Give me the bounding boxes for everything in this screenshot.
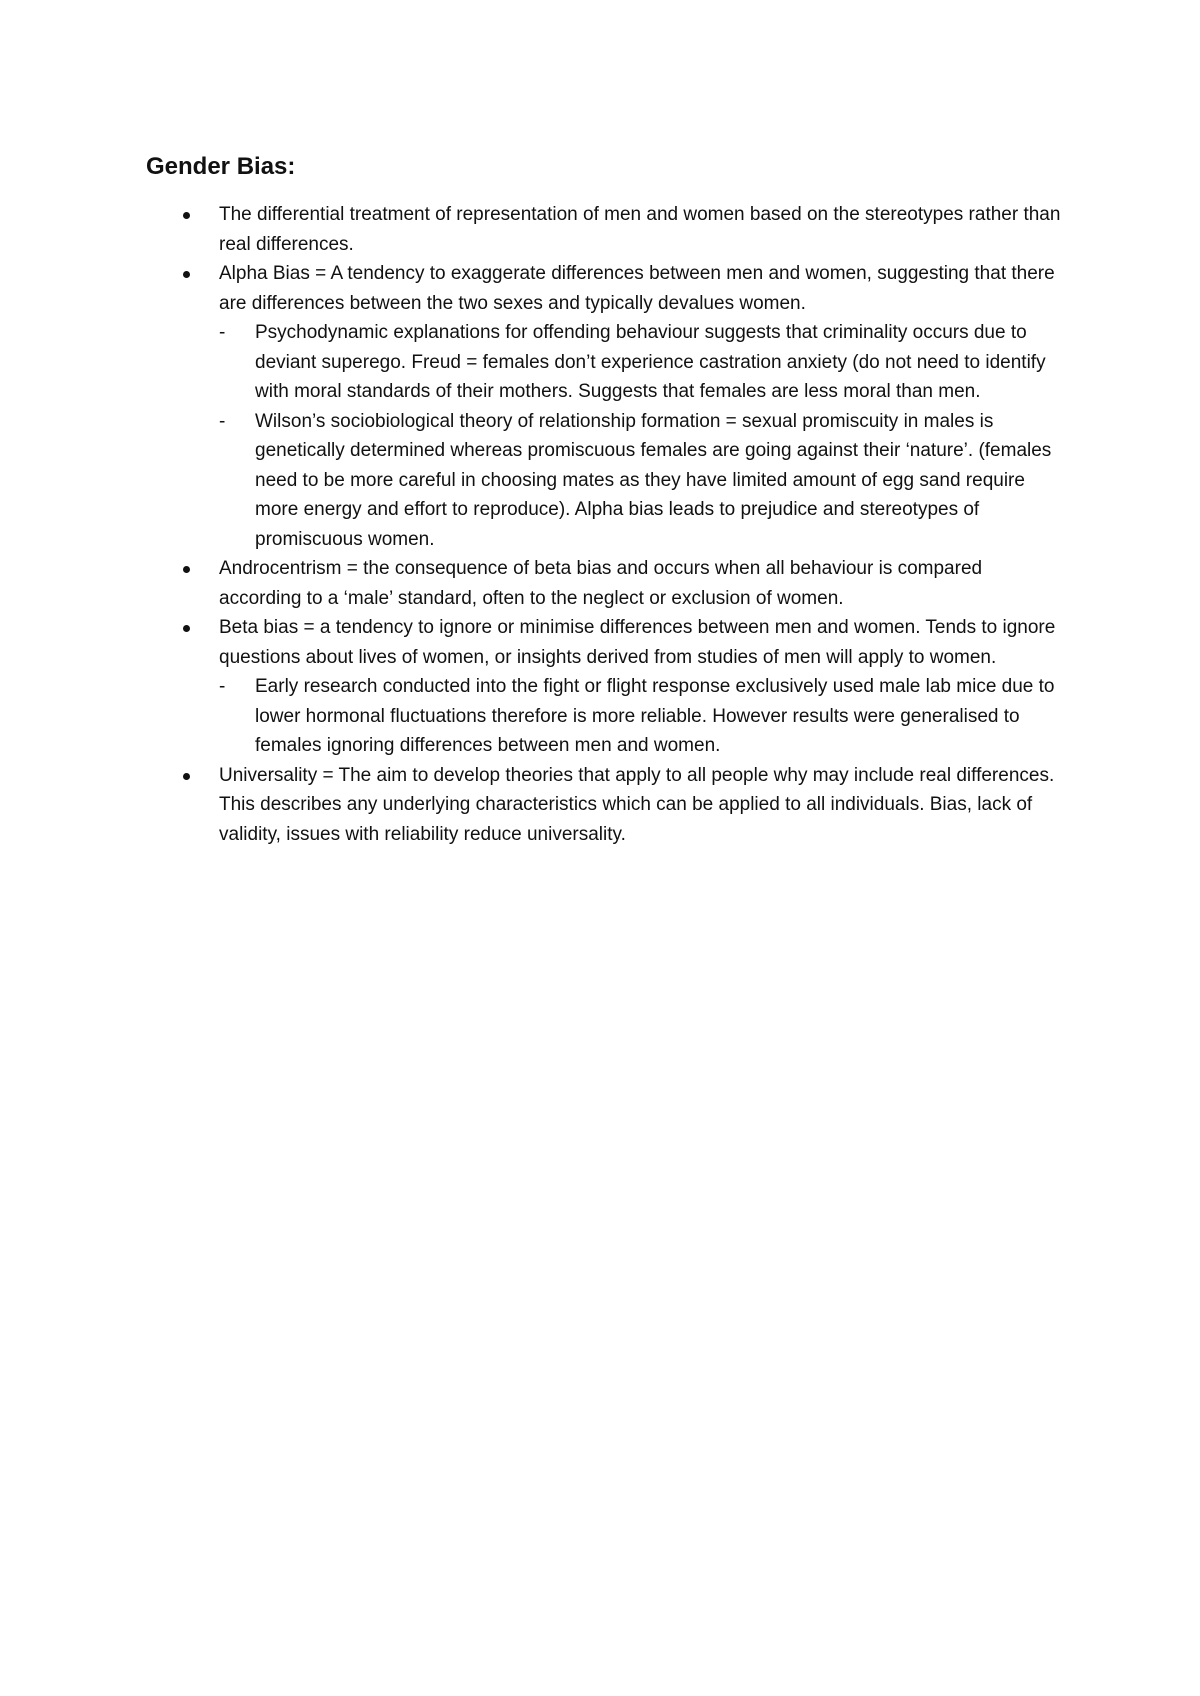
list-item bbox=[146, 761, 1066, 850]
bullet-list bbox=[146, 200, 1066, 849]
bullet-text: Beta bias = a tendency to ignore or minimise differences between men and women. Tends to ignore questions about lives of women, or insights derived from studies of men will apply to women. bbox=[219, 617, 1056, 668]
sub-list-item bbox=[219, 407, 1066, 555]
sub-list bbox=[219, 318, 1066, 554]
bullet-text: The differential treatment of representation of men and women based on the stereotypes rather than real differences. bbox=[219, 204, 1061, 255]
list-item bbox=[146, 554, 1066, 613]
sub-list-item bbox=[219, 672, 1066, 761]
list-item bbox=[146, 259, 1066, 554]
bullet-dot-icon bbox=[183, 271, 190, 278]
sub-list bbox=[219, 672, 1066, 761]
bullet-dot-icon bbox=[183, 625, 190, 632]
bullet-dot-icon bbox=[183, 773, 190, 780]
sub-item-text: Wilson’s sociobiological theory of relationship formation = sexual promiscuity in males is genetically determined whereas promiscuous females are going against their ‘nature’. (females need to be more careful in choosing mates as they have limited amount of egg sand require more energy and effort to reproduce). Alpha bias leads to prejudice and stereotypes of promiscuous women. bbox=[255, 410, 1052, 550]
bullet-dot-icon bbox=[183, 212, 190, 219]
list-item bbox=[146, 613, 1066, 761]
dash-marker: - bbox=[219, 676, 226, 697]
list-item bbox=[146, 200, 1066, 259]
sub-list-item bbox=[219, 318, 1066, 407]
page-title: Gender Bias: bbox=[146, 153, 296, 180]
bullet-text: Androcentrism = the consequence of beta bias and occurs when all behaviour is compared according to a ‘male’ standard, often to the neglect or exclusion of women. bbox=[219, 558, 983, 609]
sub-item-text: Psychodynamic explanations for offending behaviour suggests that criminality occurs due to deviant superego. Freud = females don’t experience castration anxiety (do not need to identify with moral standards of their mothers. Suggests that females are less moral than men. bbox=[255, 322, 1046, 402]
bullet-text: Universality = The aim to develop theories that apply to all people why may include real differences. This describes any underlying characteristics which can be applied to all individuals. Bias, lack of validity, issues with reliability reduce universality. bbox=[219, 764, 1055, 845]
bullet-dot-icon bbox=[183, 566, 190, 573]
dash-marker: - bbox=[219, 410, 226, 432]
sub-item-text: Early research conducted into the fight or flight response exclusively used male lab mice due to lower hormonal fluctuations therefore is more reliable. However results were generalised to females ignoring differences between men and women. bbox=[255, 676, 1055, 756]
dash-marker: - bbox=[219, 322, 226, 343]
bullet-text: Alpha Bias = A tendency to exaggerate differences between men and women, suggesting that there are differences between the two sexes and typically devalues women. bbox=[219, 263, 1055, 314]
